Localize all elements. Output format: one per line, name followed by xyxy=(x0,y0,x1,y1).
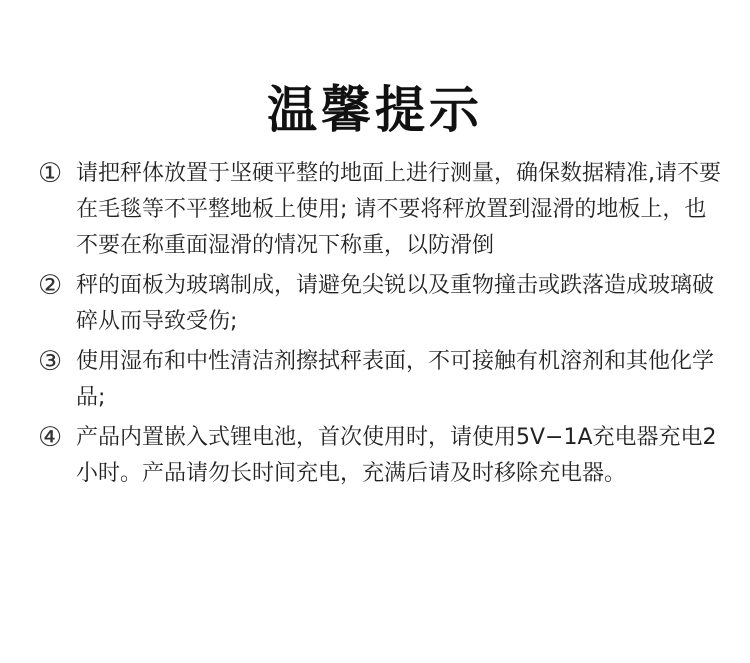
tip-text-3: 使用湿布和中性清洁剂擦拭秤表面，不可接触有机溶剂和其他化学品; xyxy=(76,349,715,410)
tip-item-1 xyxy=(38,156,728,264)
tip-text-4: 产品内置嵌入式锂电池，首次使用时，请使用5V−1A充电器充电2小时。产品请勿长时间充电，充满后请及时移除充电器。 xyxy=(76,425,717,486)
tip-text-1: 请把秤体放置于坚硬平整的地面上进行测量，确保数据精准,请不要在毛毯等不平整地板上使用; 请不要将秤放置到湿滑的地板上，也不要在称重面湿滑的情况下称重，以防滑倒 xyxy=(76,161,721,258)
tip-text-2: 秤的面板为玻璃制成，请避免尖锐以及重物撞击或跌落造成玻璃破碎从而导致受伤; xyxy=(76,273,715,334)
page-title: 温馨提示 xyxy=(267,80,483,139)
tip-item-4 xyxy=(38,420,728,492)
tip-item-3 xyxy=(38,344,728,416)
tip-number-2: ② xyxy=(38,270,63,301)
tip-number-3: ③ xyxy=(38,346,63,377)
tip-item-2 xyxy=(38,268,728,340)
tips-list xyxy=(38,156,728,496)
tip-number-1: ① xyxy=(38,158,63,189)
tip-number-4: ④ xyxy=(38,422,63,453)
